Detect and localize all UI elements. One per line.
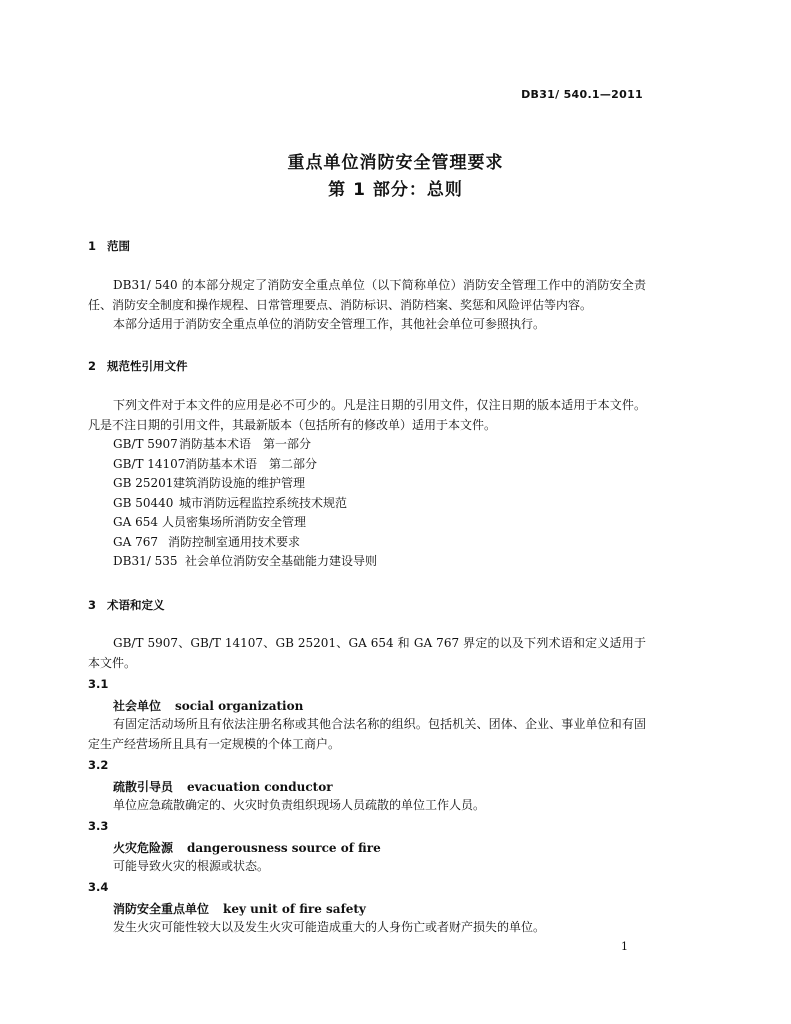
terms-intro-paragraph: GB/T 5907、GB/T 14107、GB 25201、GA 654 和 GA 767 界定的以及下列术语和定义适用于本文件。 — [88, 636, 646, 670]
term-definition: 单位应急疏散确定的、火灾时负责组织现场人员疏散的单位工作人员。 — [113, 798, 486, 812]
scope-applicability-paragraph: 本部分适用于消防安全重点单位的消防安全管理工作，其他社会单位可参照执行。 — [113, 317, 546, 331]
standard-code: DB31/ 540.1—2011 — [521, 88, 643, 101]
page-number: 1 — [621, 940, 628, 953]
reference-item — [113, 455, 317, 475]
reference-item — [113, 435, 311, 455]
reference-item — [113, 494, 347, 514]
section-heading-scope — [88, 238, 130, 254]
reference-title: 消防控制室通用技术要求 — [168, 535, 301, 549]
reference-code: GA 654 — [113, 515, 158, 529]
section-number: 1 — [88, 239, 97, 253]
term-heading — [113, 900, 366, 917]
term-number: 3.3 — [88, 819, 109, 833]
section-number: 3 — [88, 598, 97, 612]
references-intro-paragraph: 下列文件对于本文件的应用是必不可少的。凡是注日期的引用文件，仅注日期的版本适用于本文件。凡是不注日期的引用文件，其最新版本（包括所有的修改单）适用于本文件。 — [88, 398, 646, 432]
term-definition: 可能导致火灾的根源或状态。 — [113, 859, 270, 873]
term-heading — [113, 839, 381, 856]
reference-item — [113, 533, 300, 553]
term-definition: 发生火灾可能性较大以及发生火灾可能造成重大的人身伤亡或者财产损失的单位。 — [113, 920, 546, 934]
section-heading-normative-references — [88, 358, 188, 374]
reference-title: 消防基本术语 第二部分 — [185, 457, 318, 471]
reference-title: 消防基本术语 第一部分 — [179, 437, 312, 451]
term-number: 3.2 — [88, 758, 109, 772]
reference-title: 人员密集场所消防安全管理 — [162, 515, 307, 529]
reference-code: GA 767 — [113, 535, 158, 549]
section-title: 范围 — [107, 239, 130, 253]
term-number: 3.1 — [88, 677, 109, 691]
document-title: 重点单位消防安全管理要求 — [287, 153, 504, 173]
term-definition: 有固定活动场所且有依法注册名称或其他合法名称的组织。包括机关、团体、企业、事业单位和有固定生产经营场所且具有一定规模的个体工商户。 — [88, 717, 646, 751]
term-heading — [113, 697, 303, 714]
reference-item — [113, 552, 377, 572]
term-number: 3.4 — [88, 880, 109, 894]
term-zh: 火灾危险源 — [113, 841, 174, 855]
reference-item — [113, 474, 305, 494]
scope-paragraph: DB31/ 540 的本部分规定了消防安全重点单位（以下简称单位）消防安全管理工作中的消防安全责任、消防安全制度和操作规程、日常管理要点、消防标识、消防档案、奖惩和风险评估等内容。 — [88, 278, 646, 312]
term-en: social organization — [175, 699, 304, 713]
reference-code: GB/T 14107 — [113, 457, 186, 471]
term-en: key unit of fire safety — [223, 902, 366, 916]
section-heading-terms-and-definitions — [88, 597, 165, 613]
reference-item — [113, 513, 306, 533]
term-en: dangerousness source of fire — [187, 841, 381, 855]
reference-title: 社会单位消防安全基础能力建设导则 — [185, 554, 378, 568]
term-zh: 社会单位 — [113, 699, 162, 713]
term-en: evacuation conductor — [187, 780, 333, 794]
reference-title: 城市消防远程监控系统技术规范 — [179, 496, 348, 510]
term-zh: 消防安全重点单位 — [113, 902, 210, 916]
term-heading — [113, 778, 333, 795]
reference-code: GB/T 5907 — [113, 437, 178, 451]
section-title: 术语和定义 — [107, 598, 165, 612]
document-subtitle: 第 1 部分：总则 — [328, 180, 463, 200]
reference-code: GB 25201 — [113, 476, 174, 490]
term-zh: 疏散引导员 — [113, 780, 174, 794]
reference-code: GB 50440 — [113, 496, 174, 510]
section-title: 规范性引用文件 — [107, 359, 188, 373]
reference-code: DB31/ 535 — [113, 554, 178, 568]
section-number: 2 — [88, 359, 97, 373]
reference-title: 建筑消防设施的维护管理 — [173, 476, 306, 490]
